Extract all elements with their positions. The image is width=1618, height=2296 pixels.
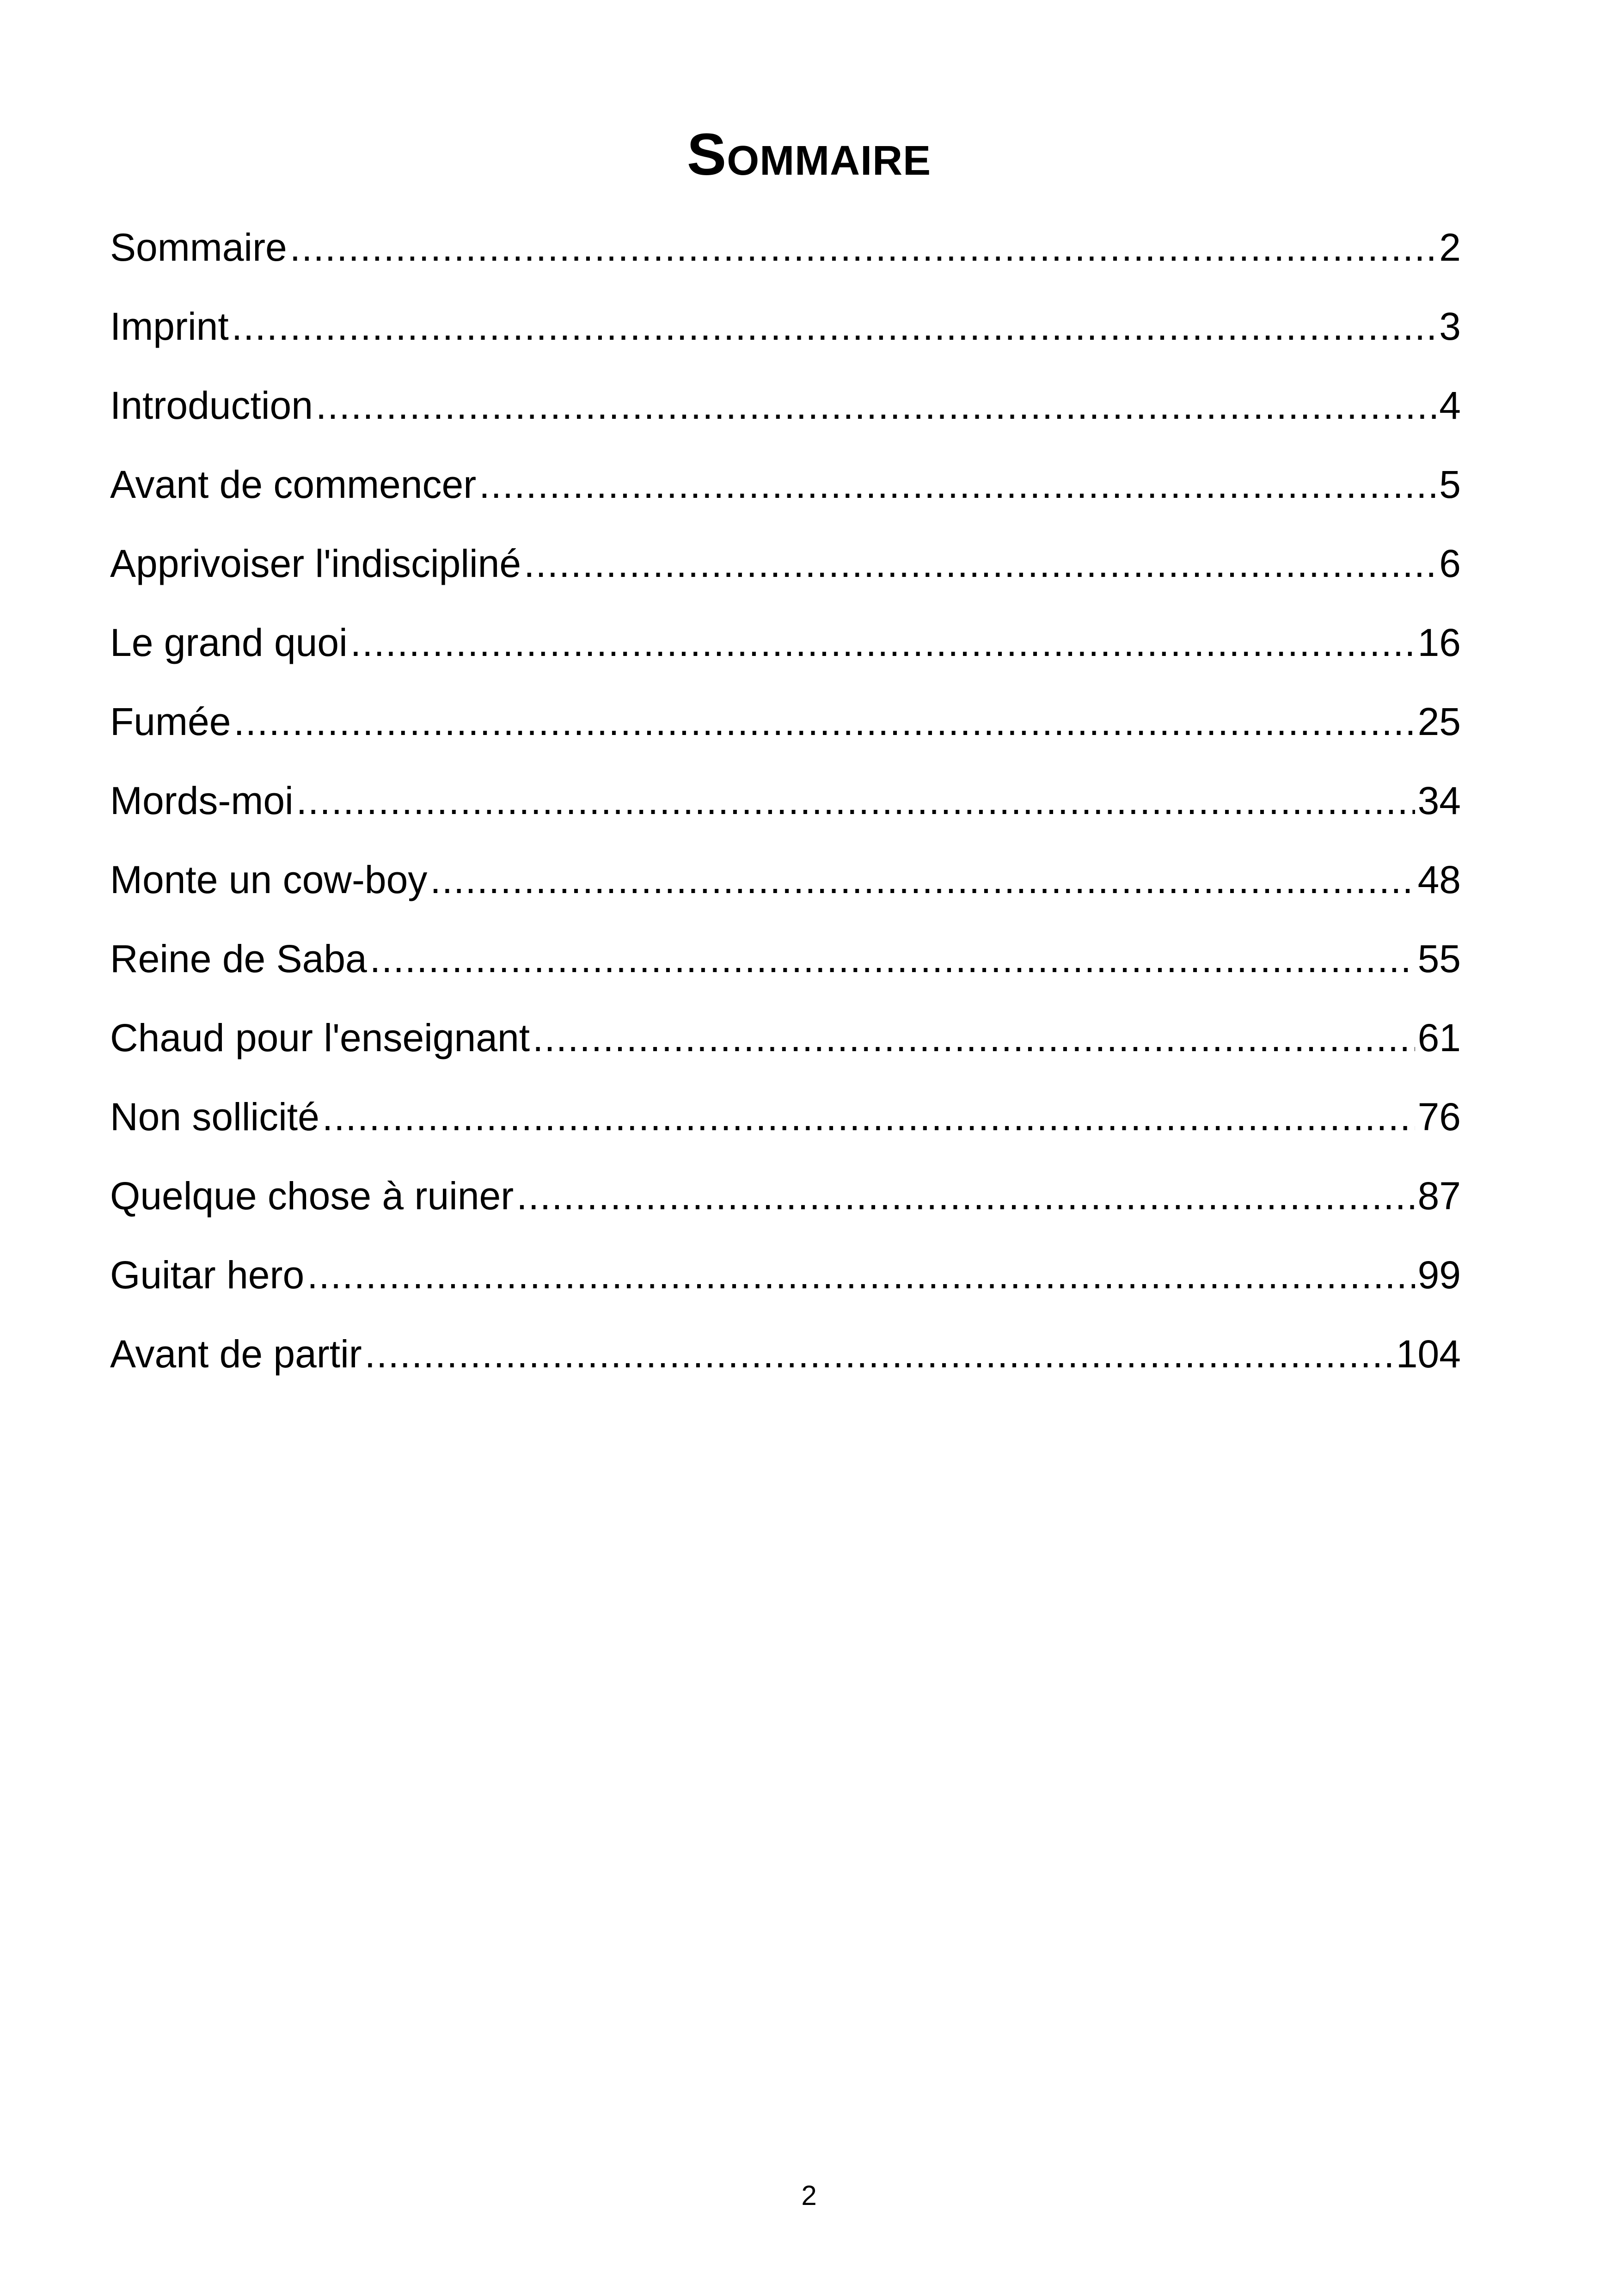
toc-entry-label: Imprint — [110, 305, 229, 348]
toc-entry[interactable] — [110, 1161, 1461, 1240]
toc-entry-label: Le grand quoi — [110, 621, 348, 664]
toc-dot-leader — [316, 371, 1436, 440]
toc-entry-page: 16 — [1417, 621, 1461, 664]
toc-entry-label: Fumée — [110, 700, 231, 743]
toc-entry-label: Avant de commencer — [110, 463, 477, 506]
toc-entry-page: 61 — [1417, 1016, 1461, 1059]
toc-dot-leader — [479, 450, 1436, 519]
toc-entry-page: 5 — [1439, 463, 1461, 506]
page-title: Sommaire — [686, 122, 932, 188]
toc-dot-leader — [233, 687, 1415, 756]
toc-dot-leader — [524, 529, 1436, 598]
toc-entry[interactable] — [110, 608, 1461, 687]
toc-entry-label: Sommaire — [110, 226, 287, 269]
toc-dot-leader — [533, 1003, 1415, 1072]
toc-entry-page: 4 — [1439, 384, 1461, 427]
toc-dot-leader — [232, 292, 1437, 361]
toc-entry[interactable] — [110, 766, 1461, 845]
table-of-contents — [110, 213, 1461, 1398]
toc-entry[interactable] — [110, 529, 1461, 608]
toc-entry-page: 99 — [1417, 1253, 1461, 1297]
toc-entry-page: 48 — [1417, 858, 1461, 901]
toc-entry[interactable] — [110, 1319, 1461, 1398]
toc-entry-page: 34 — [1417, 779, 1461, 822]
toc-dot-leader — [296, 766, 1415, 835]
toc-entry[interactable] — [110, 924, 1461, 1003]
toc-entry-page: 6 — [1439, 542, 1461, 585]
toc-entry-label: Guitar hero — [110, 1253, 305, 1297]
toc-entry-page: 87 — [1417, 1174, 1461, 1218]
toc-entry-page: 55 — [1417, 937, 1461, 980]
toc-entry[interactable] — [110, 687, 1461, 766]
toc-entry-page: 25 — [1417, 700, 1461, 743]
toc-entry-page: 2 — [1439, 226, 1461, 269]
toc-entry[interactable] — [110, 450, 1461, 529]
toc-entry-page: 3 — [1439, 305, 1461, 348]
toc-dot-leader — [307, 1240, 1415, 1310]
toc-entry-label: Avant de partir — [110, 1332, 362, 1376]
toc-entry[interactable] — [110, 371, 1461, 450]
toc-entry[interactable] — [110, 1240, 1461, 1319]
page-number: 2 — [801, 2180, 817, 2211]
toc-dot-leader — [290, 213, 1437, 282]
toc-entry-label: Introduction — [110, 384, 313, 427]
toc-entry-label: Non sollicité — [110, 1095, 319, 1139]
toc-entry[interactable] — [110, 845, 1461, 924]
toc-dot-leader — [350, 608, 1415, 677]
toc-entry[interactable] — [110, 1003, 1461, 1082]
toc-dot-leader — [322, 1082, 1415, 1151]
toc-entry-page: 104 — [1396, 1332, 1461, 1376]
toc-entry-label: Monte un cow-boy — [110, 858, 428, 901]
toc-entry[interactable] — [110, 213, 1461, 292]
toc-entry-label: Apprivoiser l'indiscipliné — [110, 542, 521, 585]
toc-entry-label: Reine de Saba — [110, 937, 367, 980]
toc-dot-leader — [516, 1161, 1415, 1231]
toc-dot-leader — [370, 924, 1415, 993]
toc-entry-page: 76 — [1417, 1095, 1461, 1139]
toc-entry[interactable] — [110, 292, 1461, 371]
toc-dot-leader — [430, 845, 1415, 914]
toc-entry-label: Chaud pour l'enseignant — [110, 1016, 530, 1059]
toc-entry-label: Mords-moi — [110, 779, 294, 822]
toc-entry[interactable] — [110, 1082, 1461, 1161]
toc-entry-label: Quelque chose à ruiner — [110, 1174, 514, 1218]
toc-dot-leader — [365, 1319, 1393, 1389]
